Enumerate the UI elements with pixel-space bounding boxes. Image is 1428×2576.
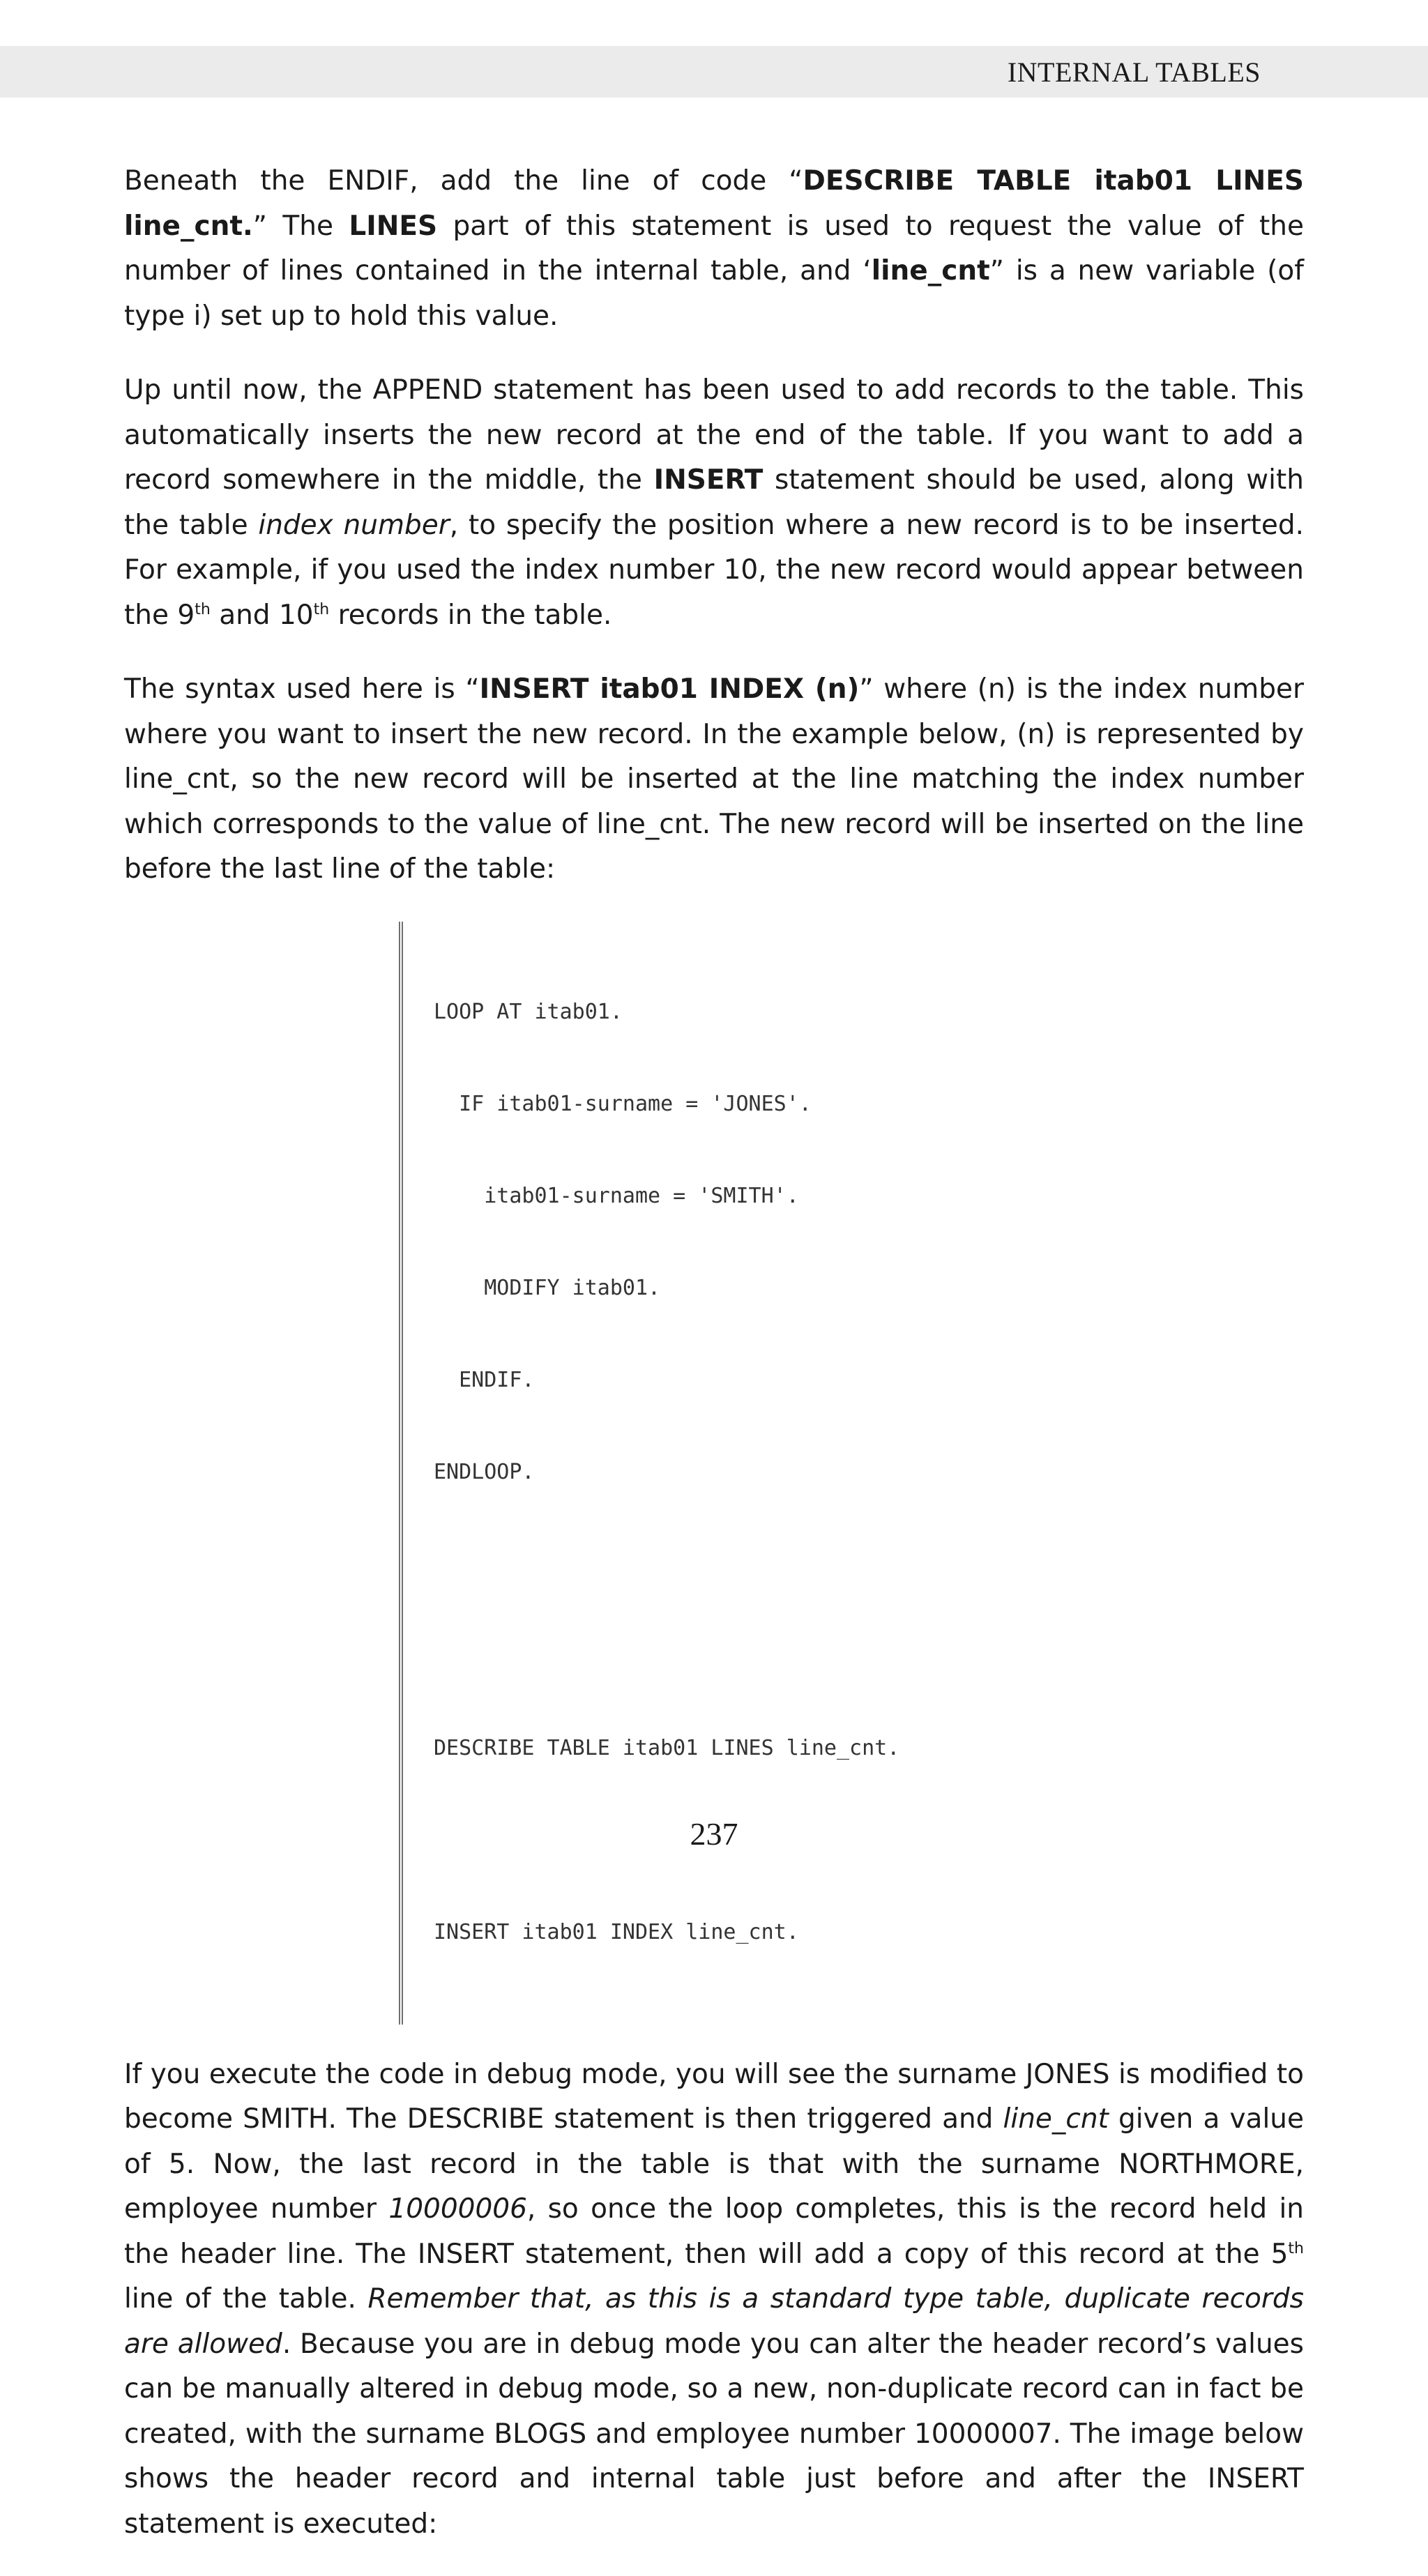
text-span: ” The (252, 210, 349, 242)
running-head: INTERNAL TABLES (1007, 56, 1261, 88)
paragraph-2 (124, 368, 1304, 638)
bold-span: DESCRIBE TABLE itab01 LINES line_cnt. (124, 165, 1305, 242)
text-span: . Because you are in debug mode you can alter the header record’s values can be manually altered in debug mode, so a new, non-duplicate record can in fact be created, with the surname BLOGS and employee number 10000007. The image below shows the header record and internal table just before and after the INSERT statement is executed: (124, 2328, 1304, 2540)
bold-span: line_cnt (871, 255, 990, 287)
text-span: , so once the loop completes, this is the record held in the header line. The INSERT statement, then will add a copy of this record at the 5 (124, 2193, 1304, 2270)
text-span: line of the table. (124, 2283, 368, 2315)
code-line: INSERT itab01 INDEX line_cnt. (434, 1919, 799, 1944)
paragraph-1 (124, 159, 1304, 339)
code-line: MODIFY itab01. (434, 1275, 661, 1300)
text-span: and 10 (210, 599, 314, 631)
text-span: ” is a new variable (of type i) set up to hold this value. (124, 255, 1304, 332)
code-line: IF itab01-surname = 'JONES'. (434, 1091, 812, 1116)
code-line: itab01-surname = 'SMITH'. (434, 1183, 799, 1208)
paragraph-4 (124, 2052, 1304, 2547)
text-span: If you execute the code in debug mode, you will see the surname JONES is modified to become SMITH. The DESCRIBE statement is then triggered and (124, 2058, 1304, 2135)
code-line (434, 1549, 1005, 1580)
paragraph-3 (124, 667, 1304, 892)
text-span: Up until now, the APPEND statement has been used to add records to the table. This automatically inserts the new record at the end of the table. If you want to add a record somewhere in the middle, the (124, 374, 1304, 496)
italic-span: line_cnt (1003, 2103, 1109, 2135)
page-number: 237 (690, 1816, 738, 1852)
text-span: part of this statement is used to request the value of the number of lines contained in the internal table, and ‘ (124, 210, 1304, 287)
superscript: th (1288, 2239, 1304, 2257)
text-span: statement should be used, along with the table (124, 464, 1305, 541)
code-line (434, 1641, 1005, 1672)
text-span: ” where (n) is the index number where you want to insert the new record. In the example below, (n) is represented by line_cnt, so the new record will be inserted at the line matching the index number which corresponds to the value of line_cnt. The new record will be inserted on the line before the last line of the table: (124, 673, 1304, 885)
text-span: records in the table. (329, 599, 612, 631)
code-line: LOOP AT itab01. (434, 999, 623, 1024)
text-span: , to specify the position where a new record is to be inserted. For example, if you used the index number 10, the new record would appear between the 9 (124, 509, 1304, 631)
italic-span: 10000006 (388, 2193, 527, 2225)
text-span: Beneath the ENDIF, add the line of code “ (124, 165, 803, 197)
text-span: The syntax used here is “ (124, 673, 480, 705)
bold-span: INSERT (653, 464, 764, 496)
body-text (124, 159, 1304, 2576)
code-line: ENDIF. (434, 1367, 535, 1392)
superscript: th (313, 600, 330, 618)
bold-span: INSERT itab01 INDEX (n) (479, 673, 860, 705)
italic-span: Remember that, as this is a standard type table, duplicate records are allowed (124, 2283, 1304, 2360)
text-span: given a value of 5. Now, the last record in the table is that with the surname NORTHMORE, employee number (124, 2103, 1305, 2225)
code-snippet (399, 922, 1005, 2025)
bold-span: LINES (349, 210, 438, 242)
superscript: th (195, 600, 211, 618)
italic-span: index number (258, 509, 450, 541)
code-line: DESCRIBE TABLE itab01 LINES line_cnt. (434, 1735, 900, 1760)
code-line: ENDLOOP. (434, 1459, 535, 1484)
